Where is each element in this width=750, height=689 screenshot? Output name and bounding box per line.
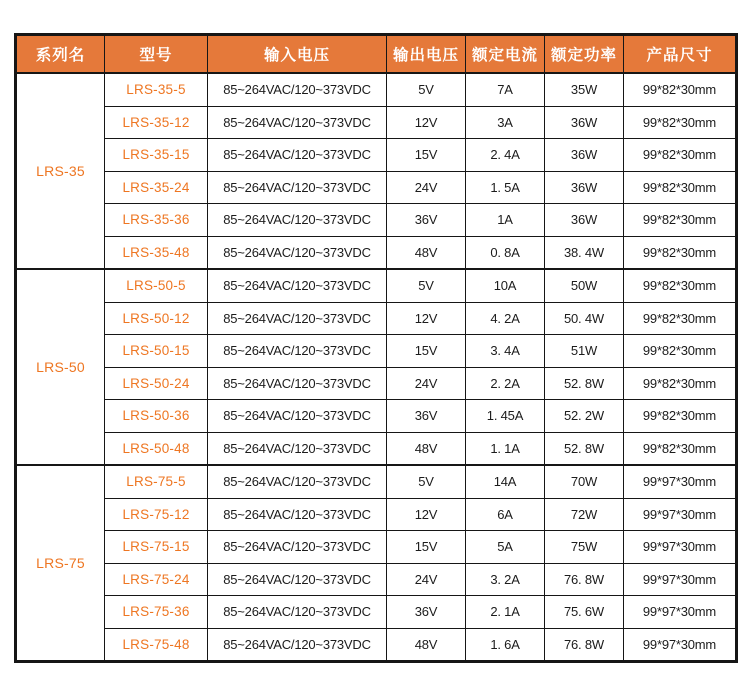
output-voltage-cell: 36V [387, 204, 466, 237]
input-voltage-cell: 85~264VAC/120~373VDC [208, 335, 387, 368]
rated-power-cell: 36W [545, 171, 624, 204]
model-cell: LRS-50-15 [105, 335, 208, 368]
product-size-cell: 99*82*30mm [624, 367, 737, 400]
product-size-cell: 99*97*30mm [624, 563, 737, 596]
rated-current-cell: 4. 2A [466, 302, 545, 335]
header-rated-power: 额定功率 [545, 35, 624, 74]
model-cell: LRS-35-24 [105, 171, 208, 204]
rated-current-cell: 1. 6A [466, 628, 545, 662]
rated-power-cell: 52. 8W [545, 367, 624, 400]
model-cell: LRS-75-24 [105, 563, 208, 596]
product-size-cell: 99*82*30mm [624, 171, 737, 204]
model-cell: LRS-50-5 [105, 269, 208, 302]
table-row [16, 596, 737, 629]
rated-power-cell: 38. 4W [545, 236, 624, 269]
rated-current-cell: 7A [466, 73, 545, 106]
output-voltage-cell: 48V [387, 432, 466, 465]
rated-current-cell: 14A [466, 465, 545, 498]
model-cell: LRS-50-48 [105, 432, 208, 465]
output-voltage-cell: 5V [387, 73, 466, 106]
input-voltage-cell: 85~264VAC/120~373VDC [208, 628, 387, 662]
output-voltage-cell: 48V [387, 236, 466, 269]
rated-current-cell: 3. 2A [466, 563, 545, 596]
input-voltage-cell: 85~264VAC/120~373VDC [208, 269, 387, 302]
input-voltage-cell: 85~264VAC/120~373VDC [208, 302, 387, 335]
rated-power-cell: 70W [545, 465, 624, 498]
rated-current-cell: 1. 1A [466, 432, 545, 465]
header-rated-current: 额定电流 [466, 35, 545, 74]
rated-power-cell: 50W [545, 269, 624, 302]
model-cell: LRS-35-5 [105, 73, 208, 106]
rated-current-cell: 6A [466, 498, 545, 531]
output-voltage-cell: 12V [387, 498, 466, 531]
rated-power-cell: 35W [545, 73, 624, 106]
input-voltage-cell: 85~264VAC/120~373VDC [208, 236, 387, 269]
header-series-name: 系列名 [16, 35, 105, 74]
output-voltage-cell: 5V [387, 269, 466, 302]
model-cell: LRS-75-5 [105, 465, 208, 498]
table-header [16, 35, 737, 74]
table-row [16, 236, 737, 269]
output-voltage-cell: 36V [387, 400, 466, 433]
rated-power-cell: 76. 8W [545, 628, 624, 662]
table-row [16, 498, 737, 531]
output-voltage-cell: 5V [387, 465, 466, 498]
input-voltage-cell: 85~264VAC/120~373VDC [208, 400, 387, 433]
model-cell: LRS-35-15 [105, 139, 208, 172]
product-size-cell: 99*82*30mm [624, 73, 737, 106]
table-row [16, 465, 737, 498]
rated-current-cell: 2. 4A [466, 139, 545, 172]
table-row [16, 563, 737, 596]
output-voltage-cell: 15V [387, 531, 466, 564]
product-size-cell: 99*82*30mm [624, 139, 737, 172]
table-row [16, 400, 737, 433]
input-voltage-cell: 85~264VAC/120~373VDC [208, 498, 387, 531]
output-voltage-cell: 24V [387, 171, 466, 204]
rated-current-cell: 0. 8A [466, 236, 545, 269]
rated-current-cell: 1. 5A [466, 171, 545, 204]
input-voltage-cell: 85~264VAC/120~373VDC [208, 596, 387, 629]
rated-current-cell: 10A [466, 269, 545, 302]
table-body [16, 73, 737, 662]
model-cell: LRS-75-48 [105, 628, 208, 662]
rated-power-cell: 52. 2W [545, 400, 624, 433]
series-name-cell: LRS-75 [16, 465, 105, 662]
output-voltage-cell: 12V [387, 302, 466, 335]
power-supply-spec-table [14, 33, 738, 663]
model-cell: LRS-50-12 [105, 302, 208, 335]
rated-current-cell: 5A [466, 531, 545, 564]
table-row [16, 302, 737, 335]
header-row [16, 35, 737, 74]
output-voltage-cell: 15V [387, 139, 466, 172]
product-size-cell: 99*82*30mm [624, 106, 737, 139]
header-product-size: 产品尺寸 [624, 35, 737, 74]
product-size-cell: 99*82*30mm [624, 400, 737, 433]
output-voltage-cell: 24V [387, 367, 466, 400]
input-voltage-cell: 85~264VAC/120~373VDC [208, 106, 387, 139]
product-size-cell: 99*97*30mm [624, 596, 737, 629]
product-size-cell: 99*97*30mm [624, 498, 737, 531]
table-row [16, 73, 737, 106]
rated-current-cell: 3A [466, 106, 545, 139]
product-size-cell: 99*82*30mm [624, 432, 737, 465]
table-row [16, 628, 737, 662]
input-voltage-cell: 85~264VAC/120~373VDC [208, 465, 387, 498]
rated-power-cell: 72W [545, 498, 624, 531]
model-cell: LRS-75-36 [105, 596, 208, 629]
input-voltage-cell: 85~264VAC/120~373VDC [208, 204, 387, 237]
table-row [16, 171, 737, 204]
table-row [16, 335, 737, 368]
header-output-voltage: 输出电压 [387, 35, 466, 74]
series-name-cell: LRS-50 [16, 269, 105, 465]
table-row [16, 269, 737, 302]
output-voltage-cell: 12V [387, 106, 466, 139]
rated-power-cell: 36W [545, 106, 624, 139]
product-size-cell: 99*97*30mm [624, 465, 737, 498]
header-model: 型号 [105, 35, 208, 74]
input-voltage-cell: 85~264VAC/120~373VDC [208, 432, 387, 465]
rated-power-cell: 75. 6W [545, 596, 624, 629]
output-voltage-cell: 48V [387, 628, 466, 662]
model-cell: LRS-75-12 [105, 498, 208, 531]
rated-power-cell: 51W [545, 335, 624, 368]
product-size-cell: 99*82*30mm [624, 335, 737, 368]
rated-power-cell: 52. 8W [545, 432, 624, 465]
output-voltage-cell: 15V [387, 335, 466, 368]
model-cell: LRS-35-12 [105, 106, 208, 139]
input-voltage-cell: 85~264VAC/120~373VDC [208, 531, 387, 564]
product-size-cell: 99*82*30mm [624, 302, 737, 335]
rated-power-cell: 76. 8W [545, 563, 624, 596]
input-voltage-cell: 85~264VAC/120~373VDC [208, 367, 387, 400]
product-size-cell: 99*97*30mm [624, 531, 737, 564]
input-voltage-cell: 85~264VAC/120~373VDC [208, 171, 387, 204]
input-voltage-cell: 85~264VAC/120~373VDC [208, 139, 387, 172]
model-cell: LRS-35-48 [105, 236, 208, 269]
output-voltage-cell: 36V [387, 596, 466, 629]
rated-current-cell: 1. 45A [466, 400, 545, 433]
product-size-cell: 99*82*30mm [624, 236, 737, 269]
table-row [16, 367, 737, 400]
series-name-cell: LRS-35 [16, 73, 105, 269]
table-row [16, 139, 737, 172]
rated-current-cell: 3. 4A [466, 335, 545, 368]
product-size-cell: 99*82*30mm [624, 204, 737, 237]
table-row [16, 531, 737, 564]
output-voltage-cell: 24V [387, 563, 466, 596]
rated-current-cell: 2. 1A [466, 596, 545, 629]
product-size-cell: 99*97*30mm [624, 628, 737, 662]
table-row [16, 204, 737, 237]
model-cell: LRS-35-36 [105, 204, 208, 237]
model-cell: LRS-75-15 [105, 531, 208, 564]
model-cell: LRS-50-24 [105, 367, 208, 400]
model-cell: LRS-50-36 [105, 400, 208, 433]
rated-current-cell: 2. 2A [466, 367, 545, 400]
header-input-voltage: 输入电压 [208, 35, 387, 74]
rated-power-cell: 36W [545, 139, 624, 172]
product-size-cell: 99*82*30mm [624, 269, 737, 302]
rated-power-cell: 50. 4W [545, 302, 624, 335]
rated-power-cell: 36W [545, 204, 624, 237]
rated-current-cell: 1A [466, 204, 545, 237]
rated-power-cell: 75W [545, 531, 624, 564]
input-voltage-cell: 85~264VAC/120~373VDC [208, 73, 387, 106]
table-row [16, 106, 737, 139]
table-row [16, 432, 737, 465]
input-voltage-cell: 85~264VAC/120~373VDC [208, 563, 387, 596]
